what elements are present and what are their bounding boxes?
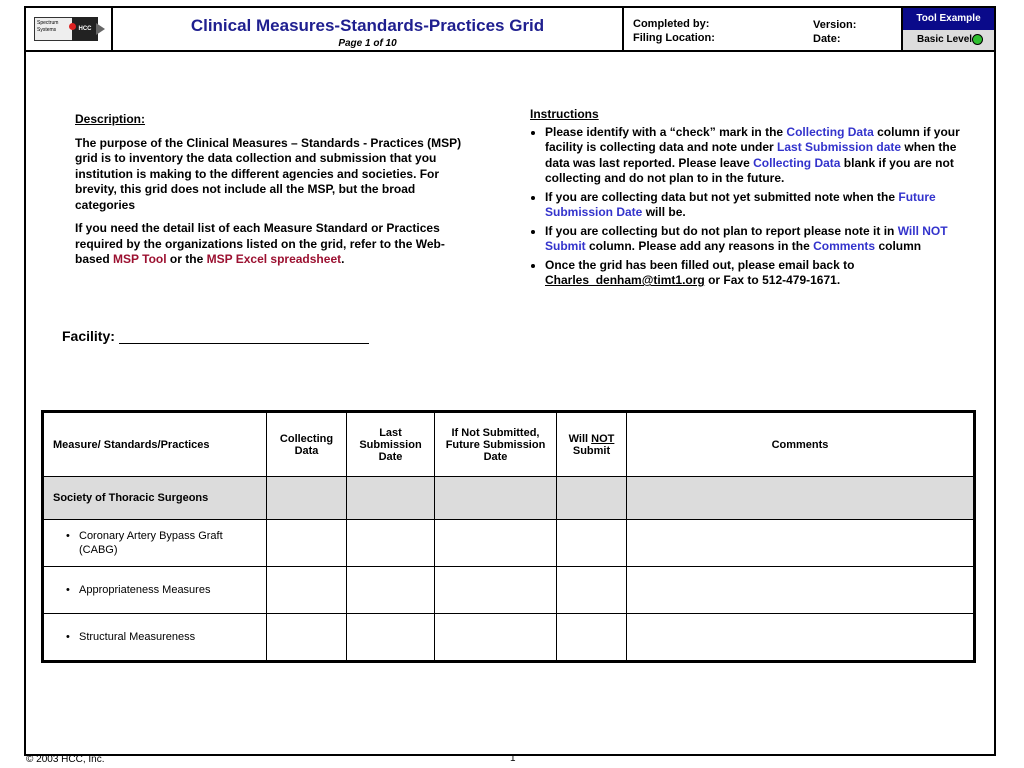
date-label: Date:: [813, 33, 841, 45]
instruction-item: • Please identify with a “check” mark in the Collecting Data column if your facility is collecting data and note under Last Submission date when the data was last reported. Please leave Collecting Data blank if you are not collecting and do not plan to in the future.: [545, 125, 970, 187]
page-title: Clinical Measures-Standards-Practices Grid: [190, 16, 545, 35]
comments-cell[interactable]: [627, 477, 975, 520]
msp-excel-link[interactable]: MSP Excel spreadsheet: [206, 252, 342, 266]
logo-arrow-icon: [96, 23, 105, 35]
page-indicator: Page 1 of 10: [338, 38, 397, 49]
title-cell: [111, 6, 624, 52]
description-para1: The purpose of the Clinical Measures – Standards - Practices (MSP) grid is to inventory the data collection and submission that you institution is making to the different agencies and societies. For brevity, this grid does not include all the MSP, but the broad categories: [75, 135, 462, 212]
page-number: 1: [510, 753, 516, 764]
comments-cell[interactable]: [627, 520, 975, 567]
measure-name: • Coronary Artery Bypass Graft (CABG): [66, 529, 252, 557]
measure-name: • Appropriateness Measures: [66, 583, 252, 597]
measure-name: • Structural Measureness: [66, 630, 252, 644]
future-submission-cell[interactable]: [435, 520, 557, 567]
description-para2: If you need the detail list of each Measure Standard or Practices required by the organizations listed on the grid, refer to the Web-based MSP Tool or the MSP Excel spreadsheet.: [75, 221, 445, 266]
tool-level-cell: [901, 6, 996, 52]
comments-cell[interactable]: [627, 567, 975, 614]
facility-label: Facility:: [62, 328, 115, 344]
logo-cell: [24, 6, 113, 52]
copyright-text: © 2003 HCC, Inc.: [26, 754, 105, 765]
logo-line2: Systems: [37, 27, 57, 33]
filing-location-label: Filing Location:: [633, 32, 715, 44]
table-row: [43, 614, 975, 662]
future-submission-cell[interactable]: [435, 614, 557, 662]
description-heading: Description:: [75, 112, 146, 126]
table-header-row: [43, 412, 975, 477]
logo-dot-icon: [69, 23, 76, 30]
section-name: Society of Thoracic Surgeons: [43, 477, 267, 520]
table-row: [43, 477, 975, 520]
logo-line1: Spectrum: [37, 20, 59, 26]
instructions-heading: Instructions: [530, 107, 599, 121]
will-not-submit-cell[interactable]: [557, 520, 627, 567]
facility-input-line[interactable]: [119, 330, 369, 344]
collecting-cell[interactable]: [267, 477, 347, 520]
future-submission-cell[interactable]: [435, 567, 557, 614]
will-not-submit-cell[interactable]: [557, 614, 627, 662]
msp-grid-table: [41, 410, 976, 663]
company-logo: [34, 17, 106, 43]
level-indicator: [903, 30, 994, 50]
collecting-cell[interactable]: [267, 567, 347, 614]
will-not-submit-cell[interactable]: [557, 477, 627, 520]
last-submission-cell[interactable]: [347, 520, 435, 567]
msp-tool-link[interactable]: MSP Tool: [113, 252, 167, 266]
instruction-item: • If you are collecting but do not plan to report please note it in Will NOT Submit column. Please add any reasons in the Comments column: [545, 224, 970, 255]
will-not-submit-cell[interactable]: [557, 567, 627, 614]
header-comments: Comments: [627, 412, 975, 477]
email-link[interactable]: Charles_denham@timt1.org: [545, 273, 705, 287]
table-row: [43, 520, 975, 567]
basic-level-label: Basic Level: [917, 34, 973, 45]
instruction-item: • If you are collecting data but not yet submitted note when the Future Submission Date will be.: [545, 190, 970, 221]
future-submission-cell[interactable]: [435, 477, 557, 520]
completed-by-label: Completed by:: [633, 18, 710, 30]
last-submission-cell[interactable]: [347, 477, 435, 520]
instruction-item: • Once the grid has been filled out, please email back to Charles_denham@timt1.org or Fax to 512-479-1671.: [545, 258, 970, 289]
instructions-block: [530, 107, 970, 292]
green-status-icon: [972, 34, 983, 45]
header-collecting-data: Collecting Data: [267, 412, 347, 477]
collecting-cell[interactable]: [267, 520, 347, 567]
header-last-submission: Last Submission Date: [347, 412, 435, 477]
header-measure: Measure/ Standards/Practices: [43, 412, 267, 477]
meta-cell: [622, 6, 903, 52]
header-will-not-submit: Will NOT Submit: [557, 412, 627, 477]
facility-field: [62, 328, 369, 344]
last-submission-cell[interactable]: [347, 567, 435, 614]
comments-cell[interactable]: [627, 614, 975, 662]
tool-example-label: Tool Example: [903, 8, 994, 30]
table-row: [43, 567, 975, 614]
last-submission-cell[interactable]: [347, 614, 435, 662]
logo-badge: HCC: [72, 17, 98, 41]
collecting-cell[interactable]: [267, 614, 347, 662]
version-label: Version:: [813, 19, 857, 31]
header-future-submission: If Not Submitted, Future Submission Date: [435, 412, 557, 477]
description-block: [75, 112, 475, 276]
